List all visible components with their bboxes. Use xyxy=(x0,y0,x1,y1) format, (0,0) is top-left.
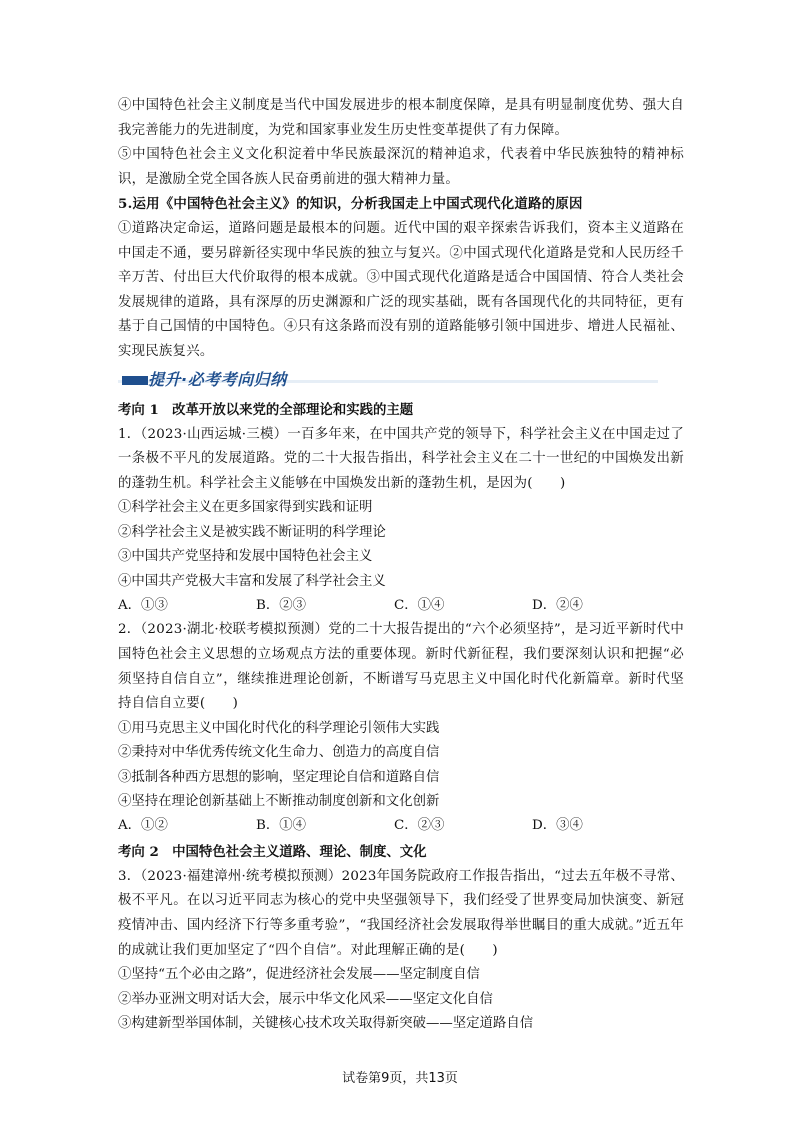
question-2-stem: 2．（2023·湖北·校联考模拟预测）党的二十大报告提出的“六个必须坚持”，是习近平新时代中国特色社会主义思想的立场观点方法的重要体现。新时代新征程，我们要深刻认识和把握“必须坚持自信自立”，继续推进理论创新，不断谱写马克思主义中国化时代化新篇章。新时代坚持自信自立要( ) xyxy=(118,622,684,712)
question-5-answer: ①道路决定命运，道路问题是最根本的问题。近代中国的艰辛探索告诉我们，资本主义道路在中国走不通，要另辟新径实现中华民族的独立与复兴。②中国式现代化道路是党和人民历经千辛万苦、付出巨大代价取得的根本成就。③中国式现代化道路是适合中国国情、符合人类社会发展规律的道路，具有深厚的历史渊源和广泛的现实基础，既有各国现代化的共同特征，更有基于自己国情的中国特色。④只有这条路而没有别的道路能够引领中国进步、增进人民福祉、实现民族复兴。 xyxy=(118,220,684,359)
option-a[interactable]: A．①② xyxy=(118,818,168,834)
option-d[interactable]: D．②④ xyxy=(532,597,583,613)
question-5-heading: 5.运用《中国特色社会主义》的知识，分析我国走上中国式现代化道路的原因 xyxy=(118,196,583,213)
question-3-item: ③构建新型举国体制，关键核心技术攻关取得新突破——坚定道路自信 xyxy=(118,1015,534,1031)
question-2-item: ③抵制各种西方思想的影响，坚定理论自信和道路自信 xyxy=(118,769,440,785)
question-1-options xyxy=(118,594,684,618)
page-footer: 试卷第9页，共13页 xyxy=(342,1071,458,1086)
option-b[interactable]: B．②③ xyxy=(256,597,307,613)
question-2-options xyxy=(118,814,684,838)
question-1-item: ④中国共产党极大丰富和发展了科学社会主义 xyxy=(118,573,386,589)
option-a[interactable]: A．①③ xyxy=(118,597,168,613)
question-3-item: ①坚持“五个必由之路”，促进经济社会发展——坚定制度自信 xyxy=(118,967,480,983)
kaoxiang-2-title: 考向 2 中国特色社会主义道路、理论、制度、文化 xyxy=(118,843,427,860)
option-b[interactable]: B．①④ xyxy=(256,818,307,834)
question-1-stem: 1．（2023·山西运城·三模）一百多年来，在中国共产党的领导下，科学社会主义在中国走过了一条极不平凡的发展道路。党的二十大报告指出，科学社会主义在二十一世纪的中国焕发出新的蓬勃生机。科学社会主义能够在中国焕发出新的蓬勃生机，是因为( ) xyxy=(118,426,684,491)
point-5: ⑤中国特色社会主义文化积淀着中华民族最深沉的精神追求，代表着中华民族独特的精神标识，是激励全党全国各族人民奋勇前进的强大精神力量。 xyxy=(118,147,684,187)
question-2-item: ④坚持在理论创新基础上不断推动制度创新和文化创新 xyxy=(118,793,440,809)
question-1-item: ①科学社会主义在更多国家得到实践和证明 xyxy=(118,500,373,516)
document-body xyxy=(118,94,684,1036)
option-d[interactable]: D．③④ xyxy=(532,818,583,834)
question-1-item: ③中国共产党坚持和发展中国特色社会主义 xyxy=(118,549,373,565)
question-2-item: ①用马克思主义中国化时代化的科学理论引领伟大实践 xyxy=(118,720,440,736)
section-title: 提升·必考考向归纳 xyxy=(148,369,287,389)
question-3-stem: 3．（2023·福建漳州·统考模拟预测）2023年国务院政府工作报告指出，“过去五年极不寻常、极不平凡。在以习近平同志为核心的党中央坚强领导下，我们经受了世界变局加快演变、新冠疫情冲击、国内经济下行等多重考验”，“我国经济社会发展取得举世瞩目的重大成就。”近五年的成就让我们更加坚定了“四个自信”。对此理解正确的是( ) xyxy=(118,868,684,958)
question-3-item: ②举办亚洲文明对话大会，展示中华文化风采——坚定文化自信 xyxy=(118,991,493,1007)
question-2-item: ②秉持对中华优秀传统文化生命力、创造力的高度自信 xyxy=(118,745,440,761)
option-c[interactable]: C．①④ xyxy=(394,597,445,613)
section-marker xyxy=(122,376,148,385)
kaoxiang-1-title: 考向 1 改革开放以来党的全部理论和实践的主题 xyxy=(118,401,414,418)
question-1-item: ②科学社会主义是被实践不断证明的科学理论 xyxy=(118,524,386,540)
point-4: ④中国特色社会主义制度是当代中国发展进步的根本制度保障，是具有明显制度优势、强大自我完善能力的先进制度，为党和国家事业发生历史性变革提供了有力保障。 xyxy=(118,98,684,138)
section-header xyxy=(118,367,684,391)
option-c[interactable]: C．②③ xyxy=(394,818,445,834)
